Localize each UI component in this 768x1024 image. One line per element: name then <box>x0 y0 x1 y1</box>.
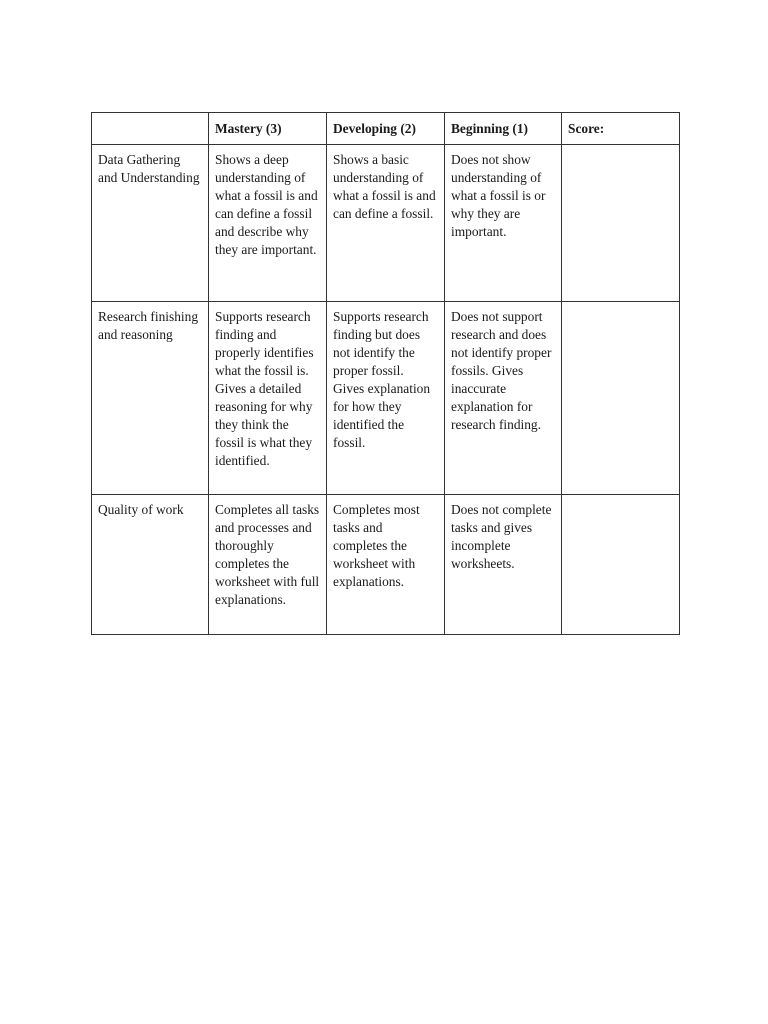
criterion-cell: Quality of work <box>92 495 209 635</box>
score-cell <box>562 495 680 635</box>
developing-cell: Completes most tasks and completes the worksheet with explanations. <box>327 495 445 635</box>
header-beginning: Beginning (1) <box>445 113 562 145</box>
header-score: Score: <box>562 113 680 145</box>
score-cell <box>562 302 680 495</box>
rubric-table <box>91 112 680 635</box>
criterion-cell: Research finishing and reasoning <box>92 302 209 495</box>
rubric-header-row <box>92 113 680 145</box>
header-blank-cell <box>92 113 209 145</box>
developing-cell: Supports research finding but does not identify the proper fossil. Gives explanation for how they identified the fossil. <box>327 302 445 495</box>
table-row <box>92 145 680 302</box>
mastery-cell: Supports research finding and properly identifies what the fossil is. Gives a detailed reasoning for why they think the fossil is what they identified. <box>209 302 327 495</box>
mastery-cell: Completes all tasks and processes and thoroughly completes the worksheet with full explanations. <box>209 495 327 635</box>
table-row <box>92 302 680 495</box>
beginning-cell: Does not support research and does not identify proper fossils. Gives inaccurate explanation for research finding. <box>445 302 562 495</box>
beginning-cell: Does not show understanding of what a fossil is or why they are important. <box>445 145 562 302</box>
score-cell <box>562 145 680 302</box>
header-developing: Developing (2) <box>327 113 445 145</box>
developing-cell: Shows a basic understanding of what a fossil is and can define a fossil. <box>327 145 445 302</box>
table-row <box>92 495 680 635</box>
criterion-cell: Data Gathering and Understanding <box>92 145 209 302</box>
mastery-cell: Shows a deep understanding of what a fossil is and can define a fossil and describe why they are important. <box>209 145 327 302</box>
beginning-cell: Does not complete tasks and gives incomplete worksheets. <box>445 495 562 635</box>
header-mastery: Mastery (3) <box>209 113 327 145</box>
